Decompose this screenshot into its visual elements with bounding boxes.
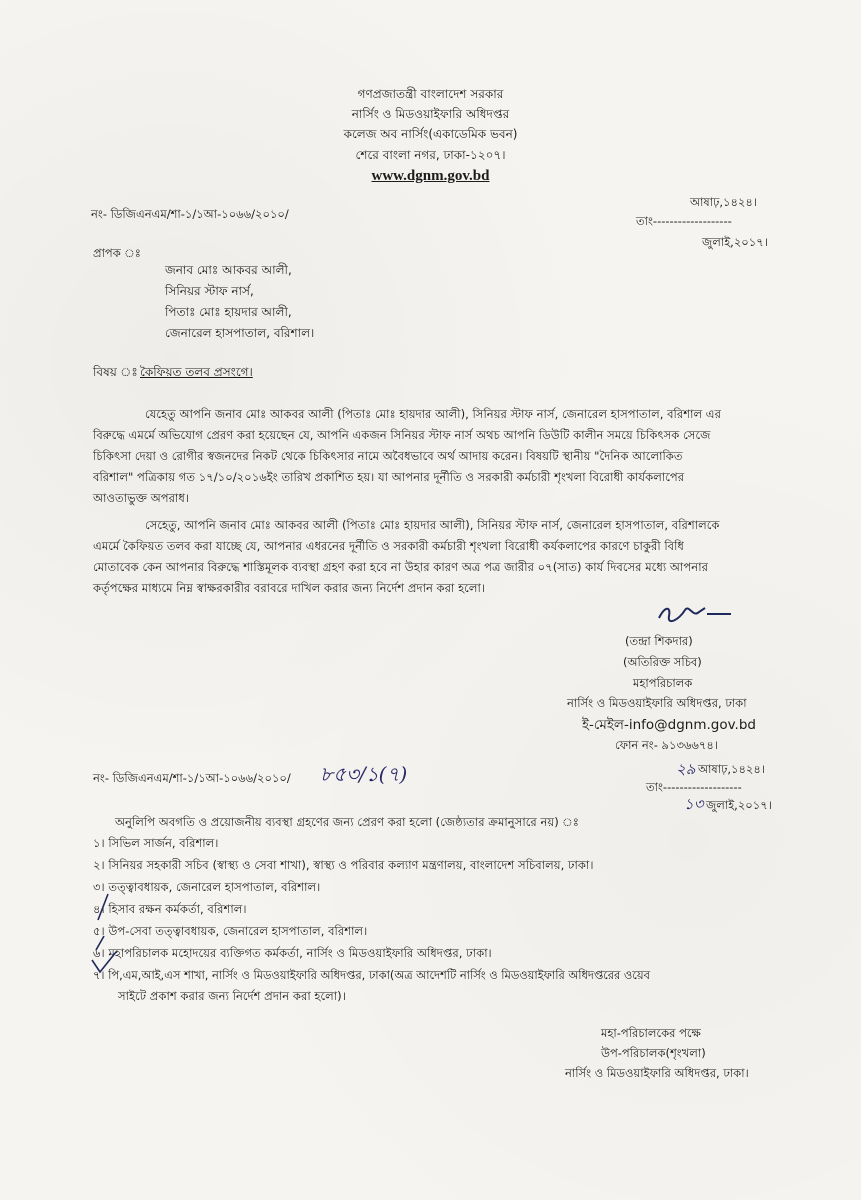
- memo2-date-english: জুলাই,২০১৭।: [706, 798, 772, 812]
- recipient-line: সিনিয়র স্টাফ নার্স,: [165, 284, 254, 298]
- copy-item: ২। সিনিয়র সহকারী সচিব (স্বাস্থ্য ও সেবা শাখা), স্বাস্থ্য ও পরিবার কল্যাণ মন্ত্রণালয়, বাংলাদেশ সচিবালয়, ঢাকা।: [93, 858, 594, 872]
- pen-tick-marks: [86, 890, 126, 980]
- copy-intro: অনুলিপি অবগতি ও প্রয়োজনীয় ব্যবস্থা গ্রহণের জন্য প্রেরণ করা হলো (জেষ্ঠ্যতার ক্রমানুসারে নয়) ঃ: [115, 815, 579, 829]
- memo2-date-bangla: আষাঢ়,১৪২৪।: [698, 762, 765, 776]
- memo2-date-label: তাং-------------------: [646, 780, 742, 794]
- recipient-line: পিতাঃ মোঃ হায়দার আলী,: [165, 305, 292, 319]
- paragraph-line: বিরুদ্ধে এমর্মে অভিযোগ প্রেরণ করা হয়েছেন যে, আপনি একজন সিনিয়র স্টাফ নার্স অথচ আপনি ডিউটি কালীন সময়ে চিকিৎসক সেজে: [93, 428, 711, 442]
- recipient-line: জনাব মোঃ আকবর আলী,: [165, 263, 292, 277]
- paragraph-line: মোতাবেক কেন আপনার বিরুদ্ধে শাস্তিমূলক ব্যবস্থা গ্রহণ করা হবে না উহার কারণ অত্র পত্র জারীর ০৭(সাত) কার্য দিবসের মধ্যে আপনার: [93, 560, 708, 574]
- copy-item: ৩। তত্ত্বাবধায়ক, জেনারেল হাসপাতাল, বরিশাল।: [93, 880, 321, 894]
- paragraph-line: বরিশাল" পত্রিকায় গত ১৭/১০/২০১৬ইং তারিখ প্রকাশিত হয়। যা আপনার দূর্নীতি ও সরকারী কর্মচারী শৃংখলা বিরোধী কার্যকলাপের: [93, 470, 685, 484]
- memo2-number: নং- ডিজিএনএম/শা-১/১আ-১০৬৬/২০১০/: [93, 771, 291, 785]
- header-govt: গণপ্রজাতন্ত্রী বাংলাদেশ সরকার: [357, 87, 504, 101]
- recipient-line: জেনারেল হাসপাতাল, বরিশাল।: [165, 326, 315, 340]
- copy-item: ৬। মহাপরিচালক মহোদয়ের ব্যক্তিগত কর্মকর্তা, নার্সিং ও মিডওয়াইফারি অধিদপ্তর, ঢাকা।: [93, 946, 492, 960]
- signature-mark: [655, 600, 735, 626]
- memo-date-label: তাং-------------------: [636, 214, 732, 228]
- memo2-handwritten-no: ৮৫৩/১(৭): [320, 762, 408, 786]
- footer-on-behalf: মহা-পরিচালকের পক্ষে: [601, 1026, 701, 1040]
- subject-text: কৈফিয়ত তলব প্রসংগে।: [140, 365, 253, 379]
- header-website: www.dgnm.gov.bd: [371, 168, 490, 184]
- copy-item: ১। সিভিল সার্জন, বরিশাল।: [93, 836, 219, 850]
- signatory-phone: ফোন নং- ৯১৩৬৬৭৪।: [615, 738, 718, 752]
- paragraph-line: এমর্মে কৈফিয়ত তলব করা যাচ্ছে যে, আপনার এধরনের দূর্নীতি ও সরকারী কর্মচারী শৃংখলা বিরোধী কর্যকলাপের কারণে চাকুরী বিধি: [93, 539, 684, 553]
- paragraph-line: সেহেতু, আপনি জনাব মোঃ আকবর আলী (পিতাঃ মোঃ হায়দার আলী), সিনিয়র স্টাফ নার্স, জেনারেল হাসপাতাল, বরিশালকে: [145, 518, 720, 532]
- signatory-title: মহাপরিচালক: [633, 676, 693, 690]
- signatory-name: (তন্দ্রা শিকদার): [625, 634, 693, 648]
- header-directorate: নার্সিং ও মিডওয়াইফারি অধিদপ্তর: [351, 107, 510, 121]
- signatory-rank: (অতিরিক্ত সচিব): [623, 655, 702, 669]
- recipient-label: প্রাপক ঃ: [93, 246, 141, 260]
- memo2-date-day-bangla: ২৯: [676, 760, 696, 778]
- signatory-office: নার্সিং ও মিডওয়াইফারি অধিদপ্তর, ঢাকা: [567, 696, 747, 710]
- memo-date-bangla: আষাঢ়,১৪২৪।: [690, 195, 757, 209]
- paragraph-line: চিকিৎসা দেয়া ও রোগীর স্বজনদের নিকট থেকে চিকিৎসার নামে অবৈধভাবে অর্থ আদায় করেন। বিষয়টি স্থানীয় "দৈনিক আলোকিত: [93, 449, 683, 463]
- copy-item-continuation: সাইটে প্রকাশ করার জন্য নির্দেশ প্রদান করা হলো)।: [118, 989, 346, 1003]
- copy-item: ৭। পি,এম,আই,এস শাখা, নার্সিং ও মিডওয়াইফারি অধিদপ্তর, ঢাকা(অত্র আদেশটি নার্সিং ও মিডওয়াইফারি অধিদপ্তরের ওয়েব: [93, 968, 650, 982]
- header-address: শেরে বাংলা নগর, ঢাকা-১২০৭।: [355, 148, 506, 162]
- signatory-email: ই-মেইল-info@dgnm.gov.bd: [582, 717, 756, 733]
- memo2-date-day-english: ১৩: [684, 795, 704, 813]
- header-building: কলেজ অব নার্সিং(একাডেমিক ভবন): [343, 127, 518, 141]
- footer-office: নার্সিং ও মিডওয়াইফারি অধিদপ্তর, ঢাকা।: [565, 1066, 749, 1080]
- memo-number: নং- ডিজিএনএম/শা-১/১আ-১০৬৬/২০১০/: [91, 207, 289, 221]
- paragraph-line: যেহেতু আপনি জনাব মোঃ আকবর আলী (পিতাঃ মোঃ হায়দার আলী), সিনিয়র স্টাফ নার্স, জেনারেল হাসপাতাল, বরিশাল এর: [145, 407, 721, 421]
- copy-item: ৪। হিসাব রক্ষন কর্মকর্তা, বরিশাল।: [93, 902, 247, 916]
- paragraph-line: আওতাভুক্ত অপরাধ।: [93, 491, 189, 505]
- footer-title: উপ-পরিচালক(শৃংখলা): [601, 1046, 706, 1060]
- memo-date-english: জুলাই,২০১৭।: [702, 235, 768, 249]
- copy-item: ৫। উপ-সেবা তত্ত্বাবধায়ক, জেনারেল হাসপাতাল, বরিশাল।: [93, 924, 368, 938]
- paragraph-line: কর্তৃপক্ষের মাধ্যমে নিম্ন স্বাক্ষরকারীর বরাবরে দাখিল করার জন্য নির্দেশ প্রদান করা হলো।: [93, 581, 485, 595]
- subject-label: বিষয় ঃ: [93, 365, 138, 379]
